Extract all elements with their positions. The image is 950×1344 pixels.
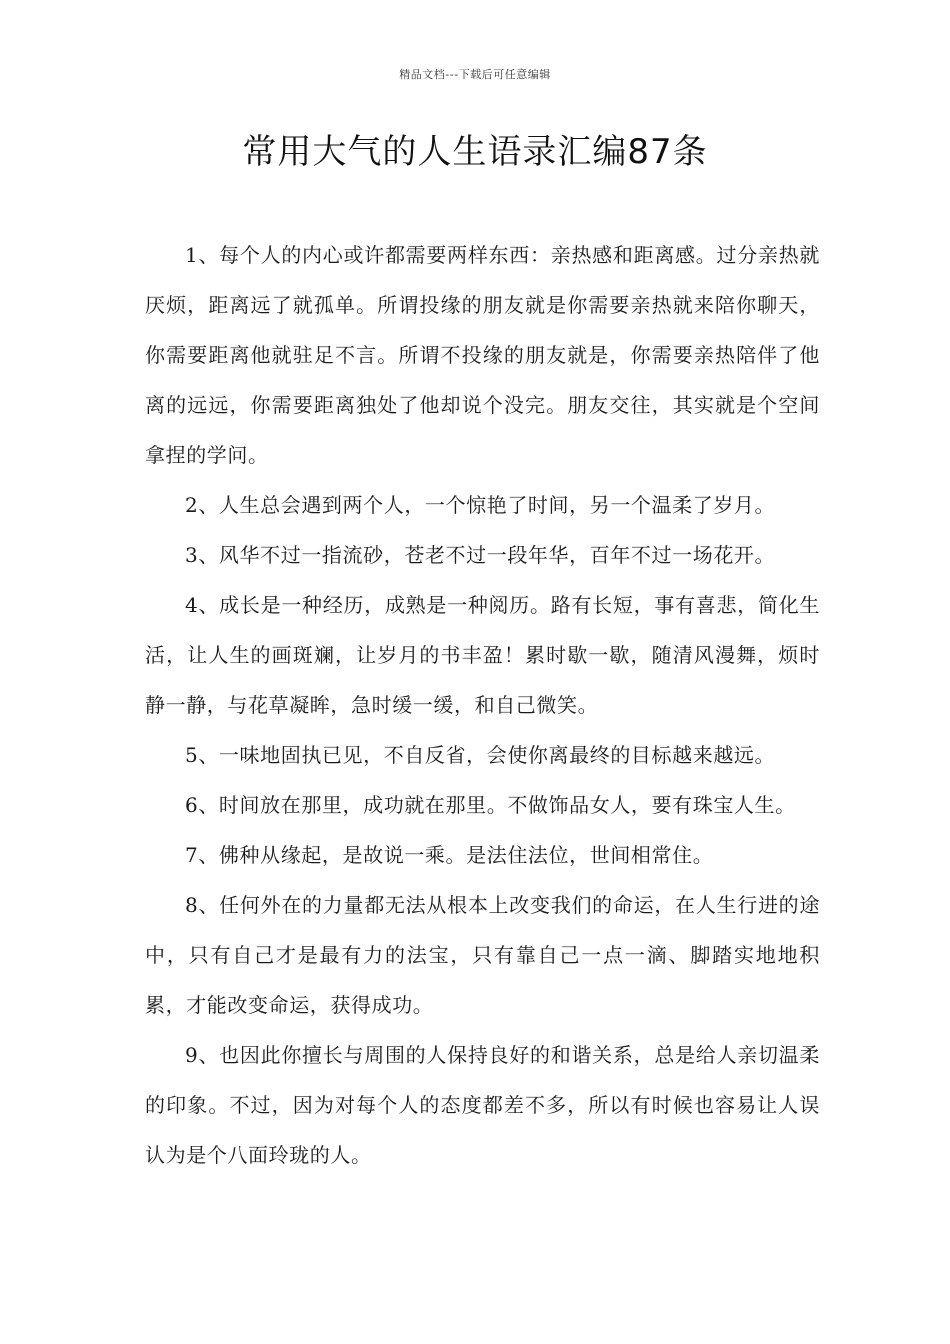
paragraph-9: 9、也因此你擅长与周围的人保持良好的和谐关系，总是给人亲切温柔的印象。不过，因为对每个人的态度都差不多，所以有时候也容易让人误认为是个八面玲珑的人。 xyxy=(145,1043,820,1167)
paragraph-5: 5、一味地固执已见，不自反省，会使你离最终的目标越来越远。 xyxy=(185,743,776,767)
document-body xyxy=(145,230,820,1180)
paragraph-4: 4、成长是一种经历，成熟是一种阅历。路有长短，事有喜悲，简化生活，让人生的画斑斓，让岁月的书丰盈！累时歇一歇，随清风漫舞，烦时静一静，与花草凝眸，急时缓一缓，和自己微笑。 xyxy=(145,593,820,717)
paragraph-2: 2、人生总会遇到两个人，一个惊艳了时间，另一个温柔了岁月。 xyxy=(185,493,776,517)
paragraph-8: 8、任何外在的力量都无法从根本上改变我们的命运，在人生行进的途中，只有自己才是最有力的法宝，只有靠自己一点一滴、脚踏实地地积累，才能改变命运，获得成功。 xyxy=(145,893,820,1017)
paragraph-7: 7、佛种从缘起，是故说一乘。是法住法位，世间相常住。 xyxy=(185,843,714,867)
paragraph-1: 1、每个人的内心或许都需要两样东西：亲热感和距离感。过分亲热就厌烦，距离远了就孤单。所谓投缘的朋友就是你需要亲热就来陪你聊天，你需要距离他就驻足不言。所谓不投缘的朋友就是，你需要亲热陪伴了他离的远远，你需要距离独处了他却说个没完。朋友交往，其实就是个空间拿捏的学问。 xyxy=(145,243,820,467)
page-title: 常用大气的人生语录汇编87条 xyxy=(242,132,708,172)
header-note: 精品文档---下载后可任意编辑 xyxy=(399,68,551,81)
paragraph-6: 6、时间放在那里，成功就在那里。不做饰品女人，要有珠宝人生。 xyxy=(185,793,796,817)
paragraph-3: 3、风华不过一指流砂，苍老不过一段年华，百年不过一场花开。 xyxy=(185,543,776,567)
